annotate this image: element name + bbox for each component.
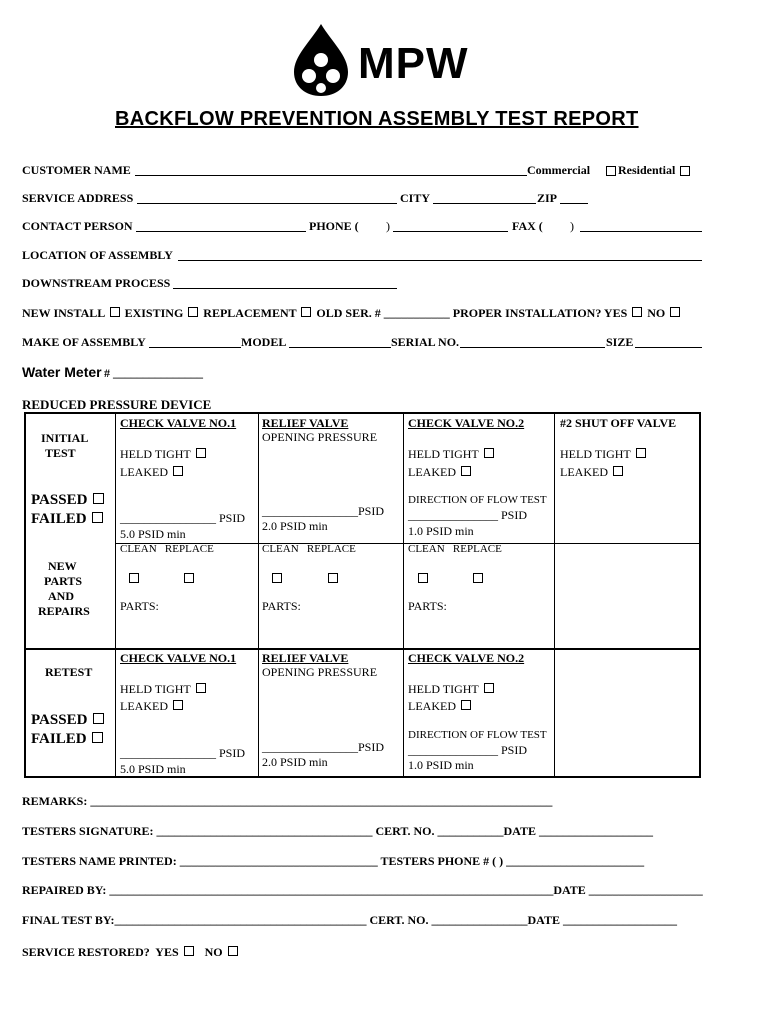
new-install-label: NEW INSTALL	[22, 306, 105, 320]
shutoff-leaked-checkbox[interactable]	[613, 466, 623, 476]
commercial-checkbox[interactable]	[606, 166, 616, 176]
make-label: MAKE OF ASSEMBLY	[22, 335, 146, 349]
initial-failed-checkbox[interactable]	[92, 512, 103, 523]
retest-passed-checkbox[interactable]	[93, 713, 104, 724]
retest-relief-header: RELIEF VALVE	[262, 651, 349, 665]
proper-install-label: PROPER INSTALLATION? YES	[452, 306, 628, 320]
size-label: SIZE	[606, 335, 634, 349]
proper-install-no-checkbox[interactable]	[670, 307, 680, 317]
no-label: NO	[204, 945, 223, 959]
residential-label: Residential	[618, 163, 676, 177]
relief-header: RELIEF VALVE	[262, 416, 349, 430]
shutoff-held-tight-checkbox[interactable]	[636, 448, 646, 458]
fax-label: FAX (	[512, 219, 543, 233]
downstream-label: DOWNSTREAM PROCESS	[22, 276, 171, 290]
check2-leaked-checkbox[interactable]	[461, 466, 471, 476]
phone-label: PHONE (	[309, 219, 359, 233]
retest-check2-leaked-checkbox[interactable]	[461, 700, 471, 710]
contact-person-label: CONTACT PERSON	[22, 219, 133, 233]
retest-check2-held-tight-checkbox[interactable]	[484, 683, 494, 693]
replace-label: REPLACE	[164, 543, 214, 555]
water-meter-label: Water Meter	[22, 364, 102, 380]
zip-field[interactable]	[560, 203, 588, 204]
zip-label: ZIP	[537, 191, 558, 205]
tester-name-row[interactable]: TESTERS NAME PRINTED: _________________________________ TESTERS PHONE # ( ) _______________________	[22, 854, 645, 868]
parts-label: PARTS	[44, 574, 83, 588]
retest-opening-label: OPENING PRESSURE	[262, 665, 378, 679]
repairs-label: REPAIRS	[38, 604, 90, 618]
retest-check1-held-tight-checkbox[interactable]	[196, 683, 206, 693]
relief-parts-field[interactable]: PARTS:	[262, 599, 301, 613]
retest-relief-min: 2.0 PSID min	[262, 755, 328, 769]
page-title: BACKFLOW PREVENTION ASSEMBLY TEST REPORT	[115, 108, 639, 130]
existing-label: EXISTING	[124, 306, 184, 320]
model-field[interactable]	[289, 347, 391, 348]
phone-paren: )	[386, 219, 390, 233]
check1-header: CHECK VALVE NO.1	[120, 416, 237, 430]
initial-passed-checkbox[interactable]	[93, 493, 104, 504]
check1-clean-checkbox[interactable]	[129, 573, 139, 583]
existing-checkbox[interactable]	[188, 307, 198, 317]
size-field[interactable]	[635, 347, 702, 348]
retest-check1-min: 5.0 PSID min	[120, 762, 186, 776]
old-ser-label: OLD SER. # ___________	[316, 306, 450, 320]
check2-clean-checkbox[interactable]	[418, 573, 428, 583]
held-tight-label: HELD TIGHT	[120, 682, 191, 696]
retest-label: RETEST	[45, 665, 93, 679]
repaired-by-row[interactable]: REPAIRED BY: __________________________________________________________________________DATE ___________________	[22, 883, 703, 897]
replacement-checkbox[interactable]	[301, 307, 311, 317]
clean-label: CLEAN	[120, 543, 157, 555]
service-restored-row	[22, 945, 240, 960]
direction-flow-label: DIRECTION OF FLOW TEST	[408, 494, 547, 506]
leaked-label: LEAKED	[408, 699, 456, 713]
serial-field[interactable]	[460, 347, 605, 348]
passed-label: PASSED	[31, 492, 88, 508]
check1-parts-field[interactable]: PARTS:	[120, 599, 159, 613]
retest-check1-leaked-checkbox[interactable]	[173, 700, 183, 710]
replace-label: REPLACE	[306, 543, 356, 555]
location-field[interactable]	[178, 260, 702, 261]
leaked-label: LEAKED	[408, 465, 456, 479]
residential-checkbox[interactable]	[680, 166, 690, 176]
location-label: LOCATION OF ASSEMBLY	[22, 248, 173, 262]
contact-person-field[interactable]	[136, 231, 306, 232]
new-label: NEW	[48, 559, 77, 573]
clean-label: CLEAN	[262, 543, 299, 555]
clean-label: CLEAN	[408, 543, 445, 555]
customer-name-label: CUSTOMER NAME	[22, 163, 131, 177]
retest-check2-min: 1.0 PSID min	[408, 758, 474, 772]
final-test-row[interactable]: FINAL TEST BY:__________________________________________ CERT. NO. ________________DATE ___________________	[22, 913, 677, 927]
leaked-label: LEAKED	[560, 465, 608, 479]
logo	[290, 22, 490, 98]
check1-held-tight-checkbox[interactable]	[196, 448, 206, 458]
check1-leaked-checkbox[interactable]	[173, 466, 183, 476]
service-address-field[interactable]	[137, 203, 397, 204]
opening-pressure-label: OPENING PRESSURE	[262, 430, 378, 444]
check2-min: 1.0 PSID min	[408, 524, 474, 538]
initial-label: INITIAL	[41, 431, 89, 445]
downstream-field[interactable]	[173, 288, 397, 289]
proper-install-no-label: NO	[647, 306, 666, 320]
retest-check1-header: CHECK VALVE NO.1	[120, 651, 237, 665]
logo-text: MPW	[358, 39, 469, 88]
held-tight-label: HELD TIGHT	[120, 447, 191, 461]
phone-field[interactable]	[393, 231, 508, 232]
check2-header: CHECK VALVE NO.2	[408, 416, 525, 430]
test-label: TEST	[45, 446, 76, 460]
retest-failed-checkbox[interactable]	[92, 732, 103, 743]
customer-name-field[interactable]	[135, 175, 527, 176]
failed-label: FAILED	[31, 511, 87, 527]
retest-check1-psid-field[interactable]: ________________ PSID	[120, 746, 246, 760]
check2-psid-field[interactable]: _______________ PSID	[408, 508, 528, 522]
make-field[interactable]	[149, 347, 241, 348]
retest-check2-psid-field[interactable]: _______________ PSID	[408, 743, 528, 757]
retest-relief-psid-field[interactable]: ________________PSID	[262, 740, 385, 754]
rpd-label: REDUCED PRESSURE DEVICE	[22, 397, 212, 412]
replacement-label: REPLACEMENT	[203, 306, 297, 320]
service-restored-no-checkbox[interactable]	[228, 946, 238, 956]
city-label: CITY	[400, 191, 431, 205]
tester-signature-row[interactable]: TESTERS SIGNATURE: ____________________________________ CERT. NO. ___________DATE ___________________	[22, 824, 653, 838]
service-restored-label: SERVICE RESTORED?	[22, 945, 150, 959]
install-row	[22, 306, 682, 321]
check2-held-tight-checkbox[interactable]	[484, 448, 494, 458]
service-address-label: SERVICE ADDRESS	[22, 191, 134, 205]
serial-label: SERIAL NO.	[391, 335, 460, 349]
held-tight-label: HELD TIGHT	[560, 447, 631, 461]
replace-label: REPLACE	[452, 543, 502, 555]
relief-psid-field[interactable]: ________________PSID	[262, 504, 385, 518]
remarks-field[interactable]: REMARKS: _____________________________________________________________________________	[22, 794, 553, 808]
model-label: MODEL	[241, 335, 287, 349]
shutoff-header: #2 SHUT OFF VALVE	[560, 416, 677, 430]
city-field[interactable]	[433, 203, 536, 204]
yes-label: YES	[155, 945, 179, 959]
new-install-checkbox[interactable]	[110, 307, 120, 317]
proper-install-yes-checkbox[interactable]	[632, 307, 642, 317]
relief-replace-checkbox[interactable]	[328, 573, 338, 583]
commercial-label: Commercial	[527, 163, 591, 177]
service-restored-yes-checkbox[interactable]	[184, 946, 194, 956]
retest-check2-header: CHECK VALVE NO.2	[408, 651, 525, 665]
fax-paren: )	[570, 219, 574, 233]
passed-label: PASSED	[31, 712, 88, 728]
check2-replace-checkbox[interactable]	[473, 573, 483, 583]
check1-replace-checkbox[interactable]	[184, 573, 194, 583]
held-tight-label: HELD TIGHT	[408, 682, 479, 696]
retest-direction-label: DIRECTION OF FLOW TEST	[408, 729, 547, 741]
relief-clean-checkbox[interactable]	[272, 573, 282, 583]
failed-label: FAILED	[31, 731, 87, 747]
relief-min: 2.0 PSID min	[262, 519, 328, 533]
water-meter-field[interactable]: # _______________	[104, 366, 203, 380]
check1-psid-field[interactable]: ________________ PSID	[120, 511, 246, 525]
water-drop-logo-icon	[290, 22, 352, 98]
leaked-label: LEAKED	[120, 465, 168, 479]
and-label: AND	[48, 589, 74, 603]
leaked-label: LEAKED	[120, 699, 168, 713]
fax-field[interactable]	[580, 231, 702, 232]
check2-parts-field[interactable]: PARTS:	[408, 599, 447, 613]
held-tight-label: HELD TIGHT	[408, 447, 479, 461]
check1-min: 5.0 PSID min	[120, 527, 186, 541]
